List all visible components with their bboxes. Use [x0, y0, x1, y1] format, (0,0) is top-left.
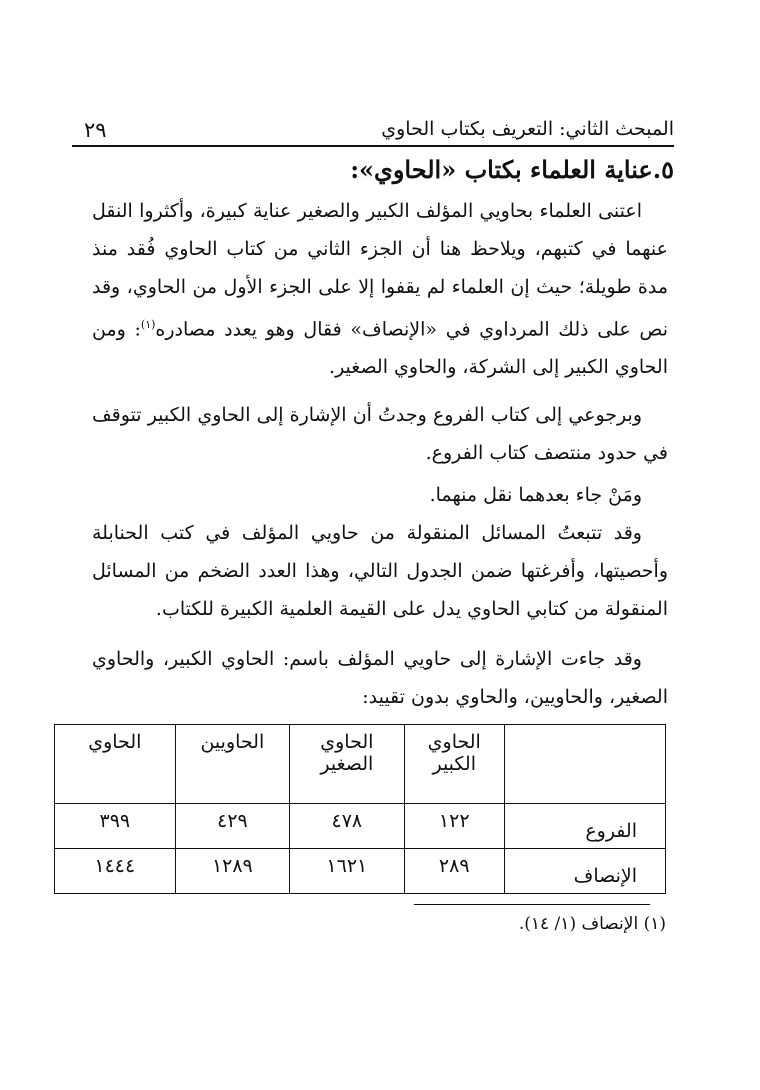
citation-count-table [54, 724, 666, 894]
header-divider [72, 145, 674, 147]
running-header [72, 112, 674, 146]
table-row [55, 804, 666, 849]
paragraph-2: وبرجوعي إلى كتاب الفروع وجدتُ أن الإشارة إلى الحاوي الكبير تتوقف في حدود منتصف كتاب الفروع. [92, 404, 668, 464]
paragraph-1 [92, 192, 668, 386]
table-cell: ١٢٨٩ [175, 849, 289, 894]
header-title: المبحث الثاني: التعريف بكتاب الحاوي [381, 118, 674, 140]
paragraph-1-text: اعتنى العلماء بحاويي المؤلف الكبير والصغير عناية كبيرة، وأكثروا النقل عنهما في كتبهم، ويلاحظ هنا أن الجزء الثاني من كتاب الحاوي فُقد منذ مدة طويلة؛ حيث إن العلماء لم يقفوا إلا على الجزء الأول من الحاوي، وقد نص على ذلك المرداوي في «الإنصاف» فقال وهو يعدد مصادره [92, 200, 668, 341]
table-cell: ١٦٢١ [290, 849, 404, 894]
table-cell: ٢٨٩ [404, 849, 504, 894]
table-row [55, 849, 666, 894]
table-header-cell: الحاوي الصغير [290, 725, 404, 804]
table-header-cell [504, 725, 665, 804]
table-cell: ١٤٤٤ [55, 849, 176, 894]
table-cell: ٣٩٩ [55, 804, 176, 849]
table-header-row [55, 725, 666, 804]
paragraph-1-continuation: : ومن الحاوي الكبير إلى الشركة، والحاوي الصغير. [92, 318, 668, 379]
section-title: ٥.عناية العلماء بكتاب «الحاوي»: [350, 155, 674, 184]
paragraph-3: ومَنْ جاء بعدهما نقل منهما. [429, 484, 642, 506]
table-cell: ١٢٢ [404, 804, 504, 849]
page-number: ٢٩ [84, 118, 107, 142]
table-row-label: الفروع [504, 804, 665, 849]
footnote-marker: (١) [140, 318, 156, 331]
footnote-divider [414, 904, 650, 905]
table-cell: ٤٢٩ [175, 804, 289, 849]
table-header-cell: الحاوي الكبير [404, 725, 504, 804]
table-header-cell: الحاوي [55, 725, 176, 804]
table-header-cell: الحاويين [175, 725, 289, 804]
table-cell: ٤٧٨ [290, 804, 404, 849]
table-row-label: الإنصاف [504, 849, 665, 894]
footnote: (١) الإنصاف (١/ ١٤). [518, 914, 666, 934]
paragraph-5: وقد جاءت الإشارة إلى حاويي المؤلف باسم: الحاوي الكبير، والحاوي الصغير، والحاويين، والحاوي بدون تقييد: [92, 648, 668, 708]
paragraph-4: وقد تتبعتُ المسائل المنقولة من حاويي المؤلف في كتب الحنابلة وأحصيتها، وأفرغتها ضمن الجدول التالي، وهذا العدد الضخم من المسائل المنقولة من كتابي الحاوي يدل على القيمة العلمية الكبيرة للكتاب. [92, 522, 668, 620]
